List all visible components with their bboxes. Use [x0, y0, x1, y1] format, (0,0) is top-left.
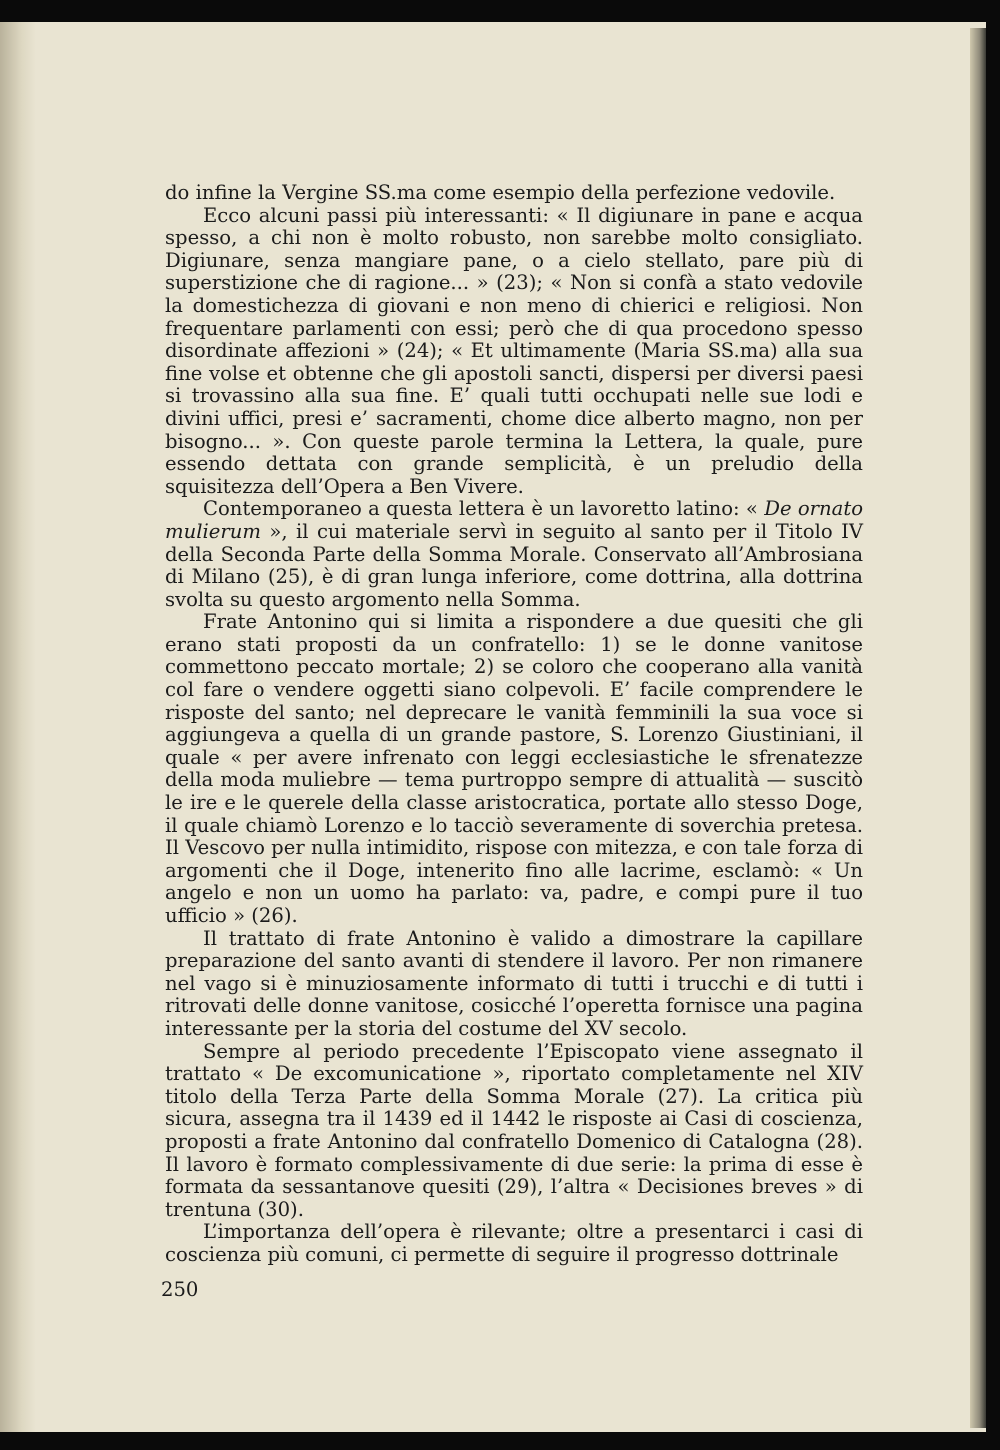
paragraph-3 — [165, 498, 863, 611]
page-edge — [970, 28, 986, 1428]
work-title-italic: De ornato mulierum — [165, 497, 863, 543]
paragraph-1: do infine la Vergine SS.ma come esempio della perfezione vedovile. — [165, 181, 836, 204]
paragraph-5: Il trattato di frate Antonino è valido a dimostrare la capillare preparazione del santo avanti di stendere il lavoro. Per non rimanere nel vago si è minuziosamente informato di tutti i trucchi e di tutti i ritrovati delle donne vanitose, cosicché l’operetta fornisce una pagina interessante per la storia del costume del XV secolo. — [165, 926, 863, 1040]
body-text — [165, 182, 863, 1267]
paragraph-2: Ecco alcuni passi più interessanti: « Il digiunare in pane e acqua spesso, a chi non è molto robusto, non sarebbe molto consigliato. Digiunare, senza mangiare pane, o a cielo stellato, pare più di superstizione che di ragione... » (23); « Non si confà a stato vedovile la domestichezza di giovani e non meno di chierici e religiosi. Non frequentare parlamenti con essi; però che di qua procedono spesso disordinate affezioni » (24); « Et ultimamente (Maria SS.ma) alla sua fine volse et obtenne che gli apostoli sancti, dispersi per diversi paesi si trovassino alla sua fine. E’ quali tutti occhupati nelle sue lodi e divini uffici, presi e’ sacramenti, chome dice alberto magno, non per bisogno... ». Con queste parole termina la Lettera, la quale, pure essendo dettata con grande semplicità, è un preludio della squisitezza dell’Opera a Ben Vivere. — [165, 203, 863, 498]
page-number: 250 — [161, 1278, 199, 1301]
paragraph-3-rest: », il cui materiale servì in seguito al santo per il Titolo IV della Seconda Parte della Somma Morale. Conservato all’Ambrosiana di Milano (25), è di gran lunga inferiore, come dottrina, alla dottrina svolta su questo argomento nella Somma. — [165, 519, 863, 611]
paragraph-6: Sempre al periodo precedente l’Episcopato viene assegnato il trattato « De excomunicatione », riportato completamente nel XIV titolo della Terza Parte della Somma Morale (27). La critica più sicura, assegna tra il 1439 ed il 1442 le risposte ai Casi di coscienza, proposti a frate Antonino dal confratello Domenico di Catalogna (28). Il lavoro è formato complessivamente di due serie: la prima di esse è formata da sessantanove quesiti (29), l’altra « Decisiones breves » di trentuna (30). — [165, 1039, 863, 1221]
paragraph-7: L’importanza dell’opera è rilevante; oltre a presentarci i casi di coscienza più comuni, ci permette di seguire il progresso dottrinale — [165, 1220, 863, 1266]
paragraph-3-lead: Contemporaneo a questa lettera è un lavoretto latino: « — [203, 497, 765, 521]
book-spine-shadow — [0, 22, 36, 1432]
paragraph-4: Frate Antonino qui si limita a rispondere a due quesiti che gli erano stati proposti da un confratello: 1) se le donne vanitose commettono peccato mortale; 2) se coloro che cooperano alla vanità col fare o vendere oggetti siano colpevoli. E’ facile comprendere le risposte del santo; nel deprecare le vanità femminili la sua voce si aggiungeva a quella di un grande pastore, S. Lorenzo Giustiniani, il quale « per avere infrenato con leggi ecclesiastiche le sfrenatezze della moda muliebre — tema purtroppo sempre di attualità — suscitò le ire e le querele della classe aristocratica, portate allo stesso Doge, il quale chiamò Lorenzo e lo tacciò severamente di soverchia pretesa. Il Vescovo per nulla intimidito, rispose con mitezza, e con tale forza di argomenti che il Doge, intenerito fino alle lacrime, esclamò: « Un angelo e non un uomo ha parlato: va, padre, e compi pure il tuo ufficio » (26). — [165, 610, 863, 927]
